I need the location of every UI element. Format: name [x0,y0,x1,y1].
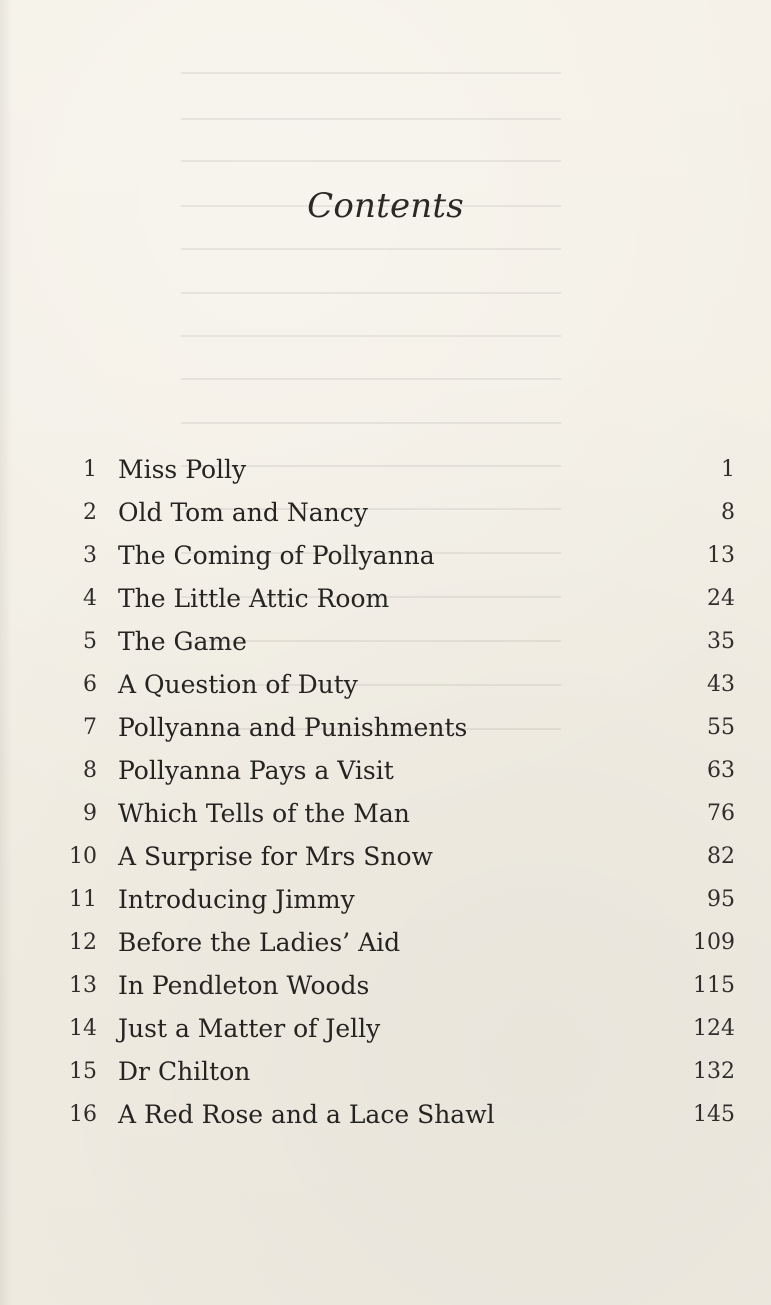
chapter-page-number: 24 [707,586,735,611]
toc-row [0,964,771,1007]
table-of-contents [0,448,771,1148]
chapter-page-number: 95 [707,887,735,912]
chapter-number: 14 [69,1016,97,1041]
chapter-page-number: 43 [707,672,735,697]
chapter-number: 9 [83,801,97,826]
chapter-title: The Game [118,627,247,656]
chapter-title: The Coming of Pollyanna [118,541,435,570]
chapter-page-number: 55 [707,715,735,740]
chapter-page-number: 13 [707,543,735,568]
toc-row [0,491,771,534]
chapter-title: In Pendleton Woods [118,971,370,1000]
toc-row [0,534,771,577]
chapter-page-number: 124 [693,1016,735,1041]
chapter-number: 11 [69,887,97,912]
chapter-title: Dr Chilton [118,1057,251,1086]
chapter-title: The Little Attic Room [118,584,390,613]
chapter-title: Old Tom and Nancy [118,498,368,527]
toc-row [0,1050,771,1093]
toc-row [0,878,771,921]
chapter-number: 8 [83,758,97,783]
chapter-page-number: 132 [693,1059,735,1084]
toc-row [0,1007,771,1050]
page-title: Contents [307,186,464,226]
chapter-title: A Question of Duty [118,670,358,699]
toc-row [0,792,771,835]
toc-row [0,706,771,749]
toc-row [0,620,771,663]
chapter-number: 4 [83,586,97,611]
chapter-page-number: 82 [707,844,735,869]
chapter-title: Before the Ladies’ Aid [118,928,401,957]
chapter-number: 1 [83,457,97,482]
toc-row [0,749,771,792]
chapter-page-number: 63 [707,758,735,783]
toc-row [0,448,771,491]
chapter-number: 7 [83,715,97,740]
toc-row [0,1093,771,1136]
chapter-page-number: 76 [707,801,735,826]
chapter-number: 16 [69,1102,97,1127]
toc-row [0,577,771,620]
chapter-title: Pollyanna and Punishments [118,713,468,742]
chapter-title: Just a Matter of Jelly [118,1014,381,1043]
chapter-number: 15 [69,1059,97,1084]
chapter-page-number: 145 [693,1102,735,1127]
toc-row [0,663,771,706]
chapter-number: 10 [69,844,97,869]
chapter-page-number: 1 [721,457,735,482]
chapter-page-number: 109 [693,930,735,955]
chapter-title: Miss Polly [118,455,247,484]
chapter-page-number: 8 [721,500,735,525]
chapter-page-number: 115 [693,973,735,998]
chapter-number: 6 [83,672,97,697]
chapter-number: 13 [69,973,97,998]
chapter-title: Pollyanna Pays a Visit [118,756,394,785]
chapter-title: Introducing Jimmy [118,885,355,914]
chapter-title: Which Tells of the Man [118,799,410,828]
chapter-title: A Red Rose and a Lace Shawl [118,1100,495,1129]
chapter-number: 5 [83,629,97,654]
chapter-number: 3 [83,543,97,568]
chapter-page-number: 35 [707,629,735,654]
chapter-number: 2 [83,500,97,525]
toc-row [0,921,771,964]
toc-row [0,835,771,878]
chapter-title: A Surprise for Mrs Snow [118,842,433,871]
chapter-number: 12 [69,930,97,955]
